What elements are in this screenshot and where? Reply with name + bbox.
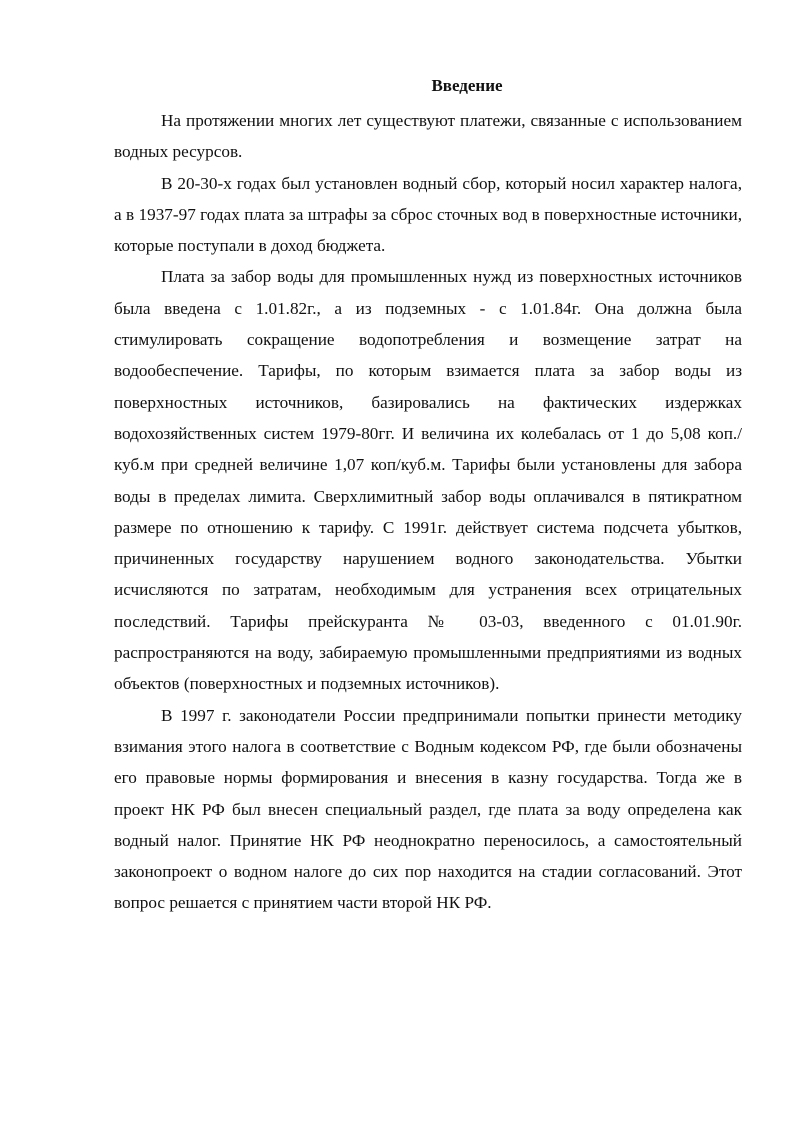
paragraph-3: Плата за забор воды для промышленных нужд из поверхностных источников была введена с 1.01.82г., а из подземных - с 1.01.84г. Она должна была стимулировать сокращение водопотребления и возмещение затрат на водообеспечение. Тарифы, по которым взимается плата за забор воды из поверхностных источников, базировались на фактических издержках водохозяйственных систем 1979-80гг. И величина их колебалась от 1 до 5,08 коп./куб.м при средней величине 1,07 коп/куб.м. Тарифы были установлены для забора воды в пределах лимита. Сверхлимитный забор воды оплачивался в пятикратном размере по отношению к тарифу. С 1991г. действует система подсчета убытков, причиненных государству нарушением водного законодательства. Убытки исчисляются по затратам, необходимым для устранения всех отрицательных последствий. Тарифы прейскуранта № 03-03, введенного с 01.01.90г. распространяются на воду, забираемую промышленными предприятиями из водных объектов (поверхностных и подземных источников).: [114, 267, 742, 694]
paragraph-4: В 1997 г. законодатели России предпринимали попытки принести методику взимания этого налога в соответствие с Водным кодексом РФ, где были обозначены его правовые нормы формирования и внесения в казну государства. Тогда же в проект НК РФ был внесен специальный раздел, где плата за воду определена как водный налог. Принятие НК РФ неоднократно переносилось, а самостоятельный законопроект о водном налоге до сих пор находится на стадии согласований. Этот вопрос решается с принятием части второй НК РФ.: [114, 705, 742, 913]
document-body: [114, 72, 742, 919]
paragraph-1: На протяжении многих лет существуют платежи, связанные с использованием водных ресурсов.: [114, 111, 742, 162]
section-title: Введение: [431, 76, 503, 95]
paragraph-2: В 20-30-х годах был установлен водный сбор, который носил характер налога, а в 1937-97 годах плата за штрафы за сброс сточных вод в поверхностные источники, которые поступали в доход бюджета.: [114, 173, 742, 256]
